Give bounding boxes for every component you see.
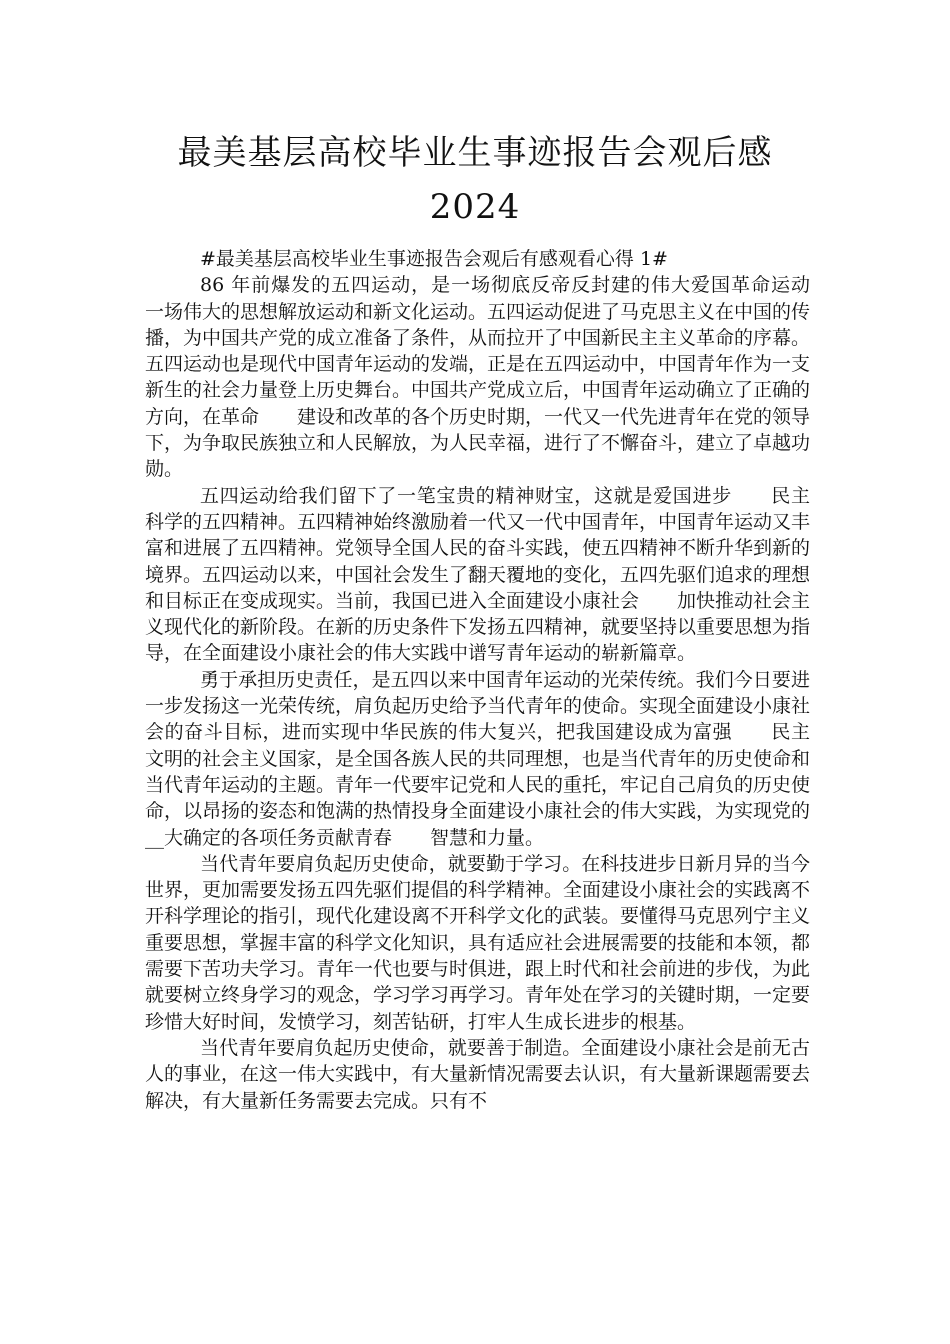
document-body [145,246,849,1114]
document-title: 最美基层高校毕业生事迹报告会观后感 [177,133,773,173]
paragraph-1: 86 年前爆发的五四运动，是一场彻底反帝反封建的伟大爱国革命运动 一场伟大的思想解放运动和新文化运动。五四运动促进了马克思主义在中国的传播，为中国共产党的成立准备了条件，从而拉开了中国新民主主义革命的序幕。五四运动也是现代中国青年运动的发端，正是在五四运动中，中国青年作为一支新生的社会力量登上历史舞台。中国共产党成立后，中国青年运动确立了正确的方向，在革命 建设和改革的各个历史时期，一代又一代先进青年在党的领导下，为争取民族独立和人民解放，为人民幸福，进行了不懈奋斗，建立了卓越功勋。 [145,274,849,481]
paragraph-5: 当代青年要肩负起历史使命，就要善于制造。全面建设小康社会是前无古人的事业，在这一伟大实践中，有大量新情况需要去认识，有大量新课题需要去解决，有大量新任务需要去完成。只有不 [145,1036,811,1112]
paragraph-2: 五四运动给我们留下了一笔宝贵的精神财宝，这就是爱国进步 民主 科学的五四精神。五四精神始终激励着一代又一代中国青年，中国青年运动又丰富和进展了五四精神。党领导全国人民的奋斗实践，使五四精神不断升华到新的境界。五四运动以来，中国社会发生了翻天覆地的变化，五四先驱们追求的理想和目标正在变成现实。当前，我国已进入全面建设小康社会 加快推动社会主义现代化的新阶段。在新的历史条件下发扬五四精神，就要坚持以重要思想为指导，在全面建设小康社会的伟大实践中谱写青年运动的崭新篇章。 [145,484,849,665]
paragraph-3: 勇于承担历史责任，是五四以来中国青年运动的光荣传统。我们今日要进一步发扬这一光荣传统，肩负起历史给予当代青年的使命。实现全面建设小康社会的奋斗目标，进而实现中华民族的伟大复兴，把我国建设成为富强 民主 文明的社会主义国家，是全国各族人民的共同理想，也是当代青年的历史使命和当代青年运动的主题。青年一代要牢记党和人民的重托，牢记自己肩负的历史使命，以昂扬的姿态和饱满的热情投身全面建设小康社会的伟大实践，为实现党的__大确定的各项任务贡献青春 智慧和力量。 [145,668,849,849]
document-title-year: 2024 [429,187,521,227]
paragraph-4: 当代青年要肩负起历史使命，就要勤于学习。在科技进步日新月异的当今世界，更加需要发扬五四先驱们提倡的科学精神。全面建设小康社会的实践离不开科学理论的指引，现代化建设离不开科学文化的武装。要懂得马克思列宁主义重要思想，掌握丰富的科学文化知识，具有适应社会进展需要的技能和本领，都需要下苦功夫学习。青年一代也要与时俱进，跟上时代和社会前进的步伐，为此就要树立终身学习的观念，学习学习再学习。青年处在学习的关键时期，一定要珍惜大好时间，发愤学习，刻苦钻研，打牢人生成长进步的根基。 [145,852,811,1033]
section-heading: #最美基层高校毕业生事迹报告会观后有感观看心得 1# [200,248,668,270]
